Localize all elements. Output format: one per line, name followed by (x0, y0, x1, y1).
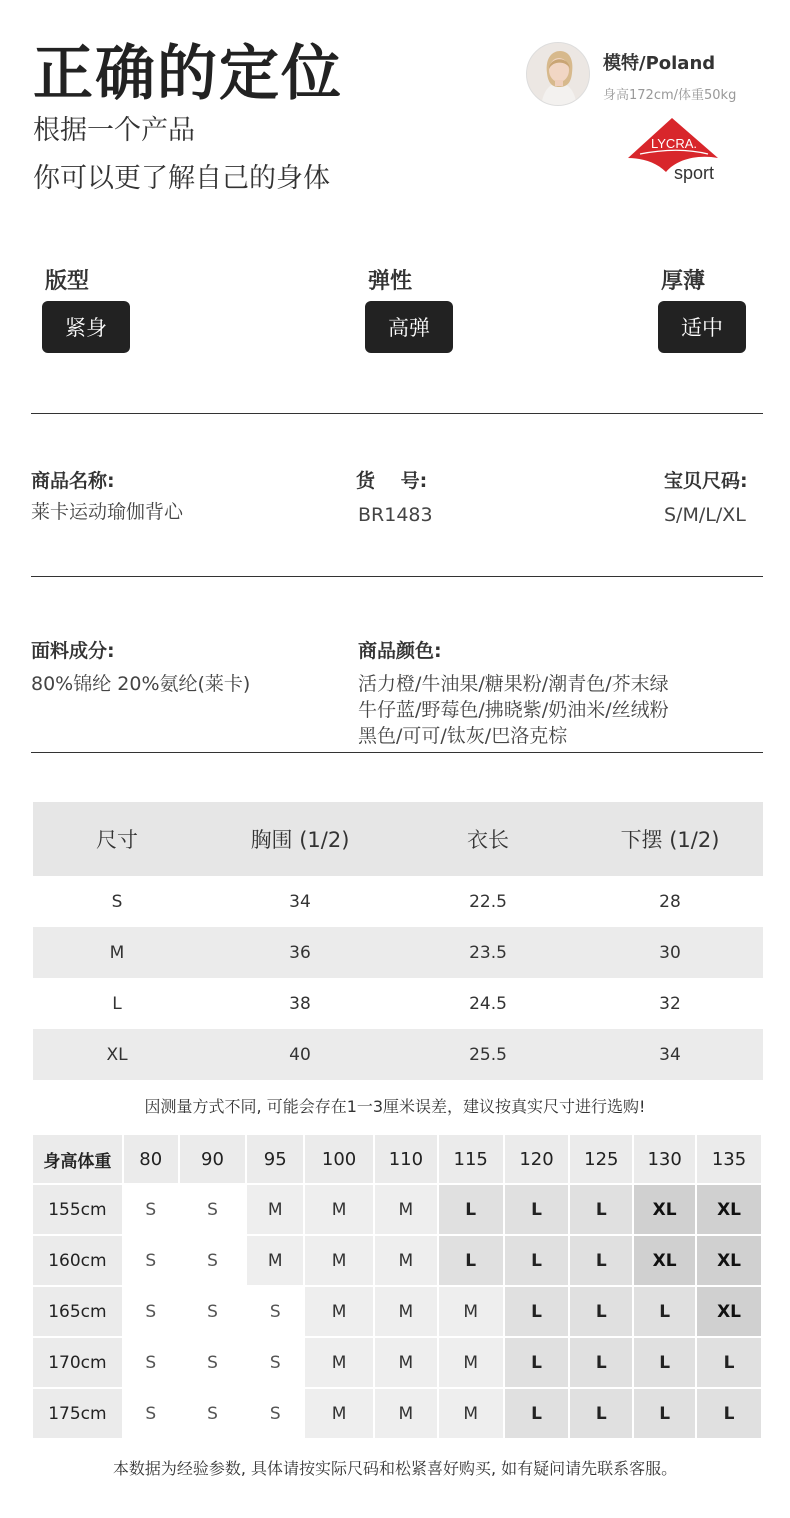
hw-size-cell: L (438, 1235, 504, 1286)
hw-size-cell: M (246, 1184, 304, 1235)
hw-weight-header: 135 (696, 1134, 762, 1184)
lycra-sport-logo (626, 114, 722, 186)
hw-size-cell: M (304, 1286, 374, 1337)
size-chart-header-cell: 下摆 (1/2) (620, 828, 720, 852)
hw-weight-header: 80 (123, 1134, 179, 1184)
product-code-label: 货 号: (356, 470, 428, 492)
hw-size-cell: M (438, 1388, 504, 1439)
hw-size-cell: L (633, 1388, 696, 1439)
product-code-value: BR1483 (358, 504, 433, 526)
attr-label-fit: 版型 (45, 269, 90, 294)
colors-line-2: 牛仔蓝/野莓色/拂晓紫/奶油米/丝绒粉 (358, 699, 669, 721)
size-chart-cell: 30 (659, 942, 681, 963)
hw-size-cell: XL (696, 1286, 762, 1337)
hw-row (32, 1184, 762, 1235)
hw-weight-header: 95 (246, 1134, 304, 1184)
footer-note: 本数据为经验参数, 具体请按实际尺码和松紧喜好购买, 如有疑问请先联系客服。 (112, 1459, 678, 1478)
attr-badge-elasticity: 高弹 (365, 301, 453, 353)
size-chart-cell: XL (106, 1044, 128, 1065)
size-chart-cell: S (111, 891, 123, 912)
hw-size-cell: XL (633, 1184, 696, 1235)
hw-size-cell: S (123, 1286, 179, 1337)
hw-height-label: 170cm (32, 1337, 123, 1388)
hw-size-cell: M (374, 1337, 438, 1388)
hw-size-cell: XL (696, 1235, 762, 1286)
hw-size-cell: L (438, 1184, 504, 1235)
divider (31, 576, 763, 577)
size-chart-cell: 34 (659, 1044, 681, 1065)
hw-weight-header: 110 (374, 1134, 438, 1184)
hw-row (32, 1388, 762, 1439)
hw-size-cell: M (304, 1388, 374, 1439)
size-chart-cell: 28 (659, 891, 681, 912)
hw-height-label: 175cm (32, 1388, 123, 1439)
hw-size-cell: S (123, 1388, 179, 1439)
hw-size-cell: L (504, 1235, 570, 1286)
hw-size-cell: L (633, 1286, 696, 1337)
hw-header-row (32, 1134, 762, 1184)
model-avatar (526, 42, 590, 106)
product-sizes-label: 宝贝尺码: (664, 470, 748, 492)
model-name: 模特/Poland (603, 53, 716, 74)
size-chart-header-cell: 尺寸 (96, 828, 138, 852)
size-chart-row (33, 1029, 763, 1080)
hw-row (32, 1337, 762, 1388)
size-chart-cell: M (109, 942, 125, 963)
size-chart-header-cell: 衣长 (467, 828, 509, 852)
hw-size-cell: S (246, 1388, 304, 1439)
size-chart-cell: 40 (289, 1044, 311, 1065)
hw-size-cell: S (246, 1337, 304, 1388)
hw-size-cell: L (696, 1337, 762, 1388)
size-chart-cell: 22.5 (469, 891, 507, 912)
hw-size-cell: M (304, 1235, 374, 1286)
fabric-label: 面料成分: (31, 640, 115, 662)
hw-height-label: 165cm (32, 1286, 123, 1337)
size-chart-cell: 34 (289, 891, 311, 912)
hw-size-cell: L (504, 1286, 570, 1337)
hw-size-cell: S (179, 1337, 247, 1388)
hw-weight-header: 90 (179, 1134, 247, 1184)
hw-size-cell: S (179, 1235, 247, 1286)
fabric-value: 80%锦纶 20%氨纶(莱卡) (31, 673, 251, 695)
attr-label-thickness: 厚薄 (661, 269, 706, 294)
hw-height-label: 155cm (32, 1184, 123, 1235)
size-chart-table (33, 802, 763, 1080)
hw-weight-header: 125 (569, 1134, 633, 1184)
size-chart-cell: 36 (289, 942, 311, 963)
colors-line-1: 活力橙/牛油果/糖果粉/潮青色/芥末绿 (358, 673, 669, 695)
hw-size-cell: XL (633, 1235, 696, 1286)
measurement-note: 因测量方式不同, 可能会存在1一3厘米误差，建议按真实尺寸进行选购! (144, 1097, 646, 1116)
hw-size-cell: S (123, 1184, 179, 1235)
model-stats: 身高172cm/体重50kg (603, 88, 737, 103)
size-chart-cell: L (112, 993, 122, 1014)
hw-size-cell: L (569, 1184, 633, 1235)
product-name-value: 莱卡运动瑜伽背心 (31, 501, 184, 523)
size-chart-cell: 23.5 (469, 942, 507, 963)
size-chart-row (33, 927, 763, 978)
hw-size-cell: M (374, 1388, 438, 1439)
size-chart-cell: 32 (659, 993, 681, 1014)
colors-label: 商品颜色: (358, 640, 442, 662)
height-weight-table (31, 1133, 763, 1440)
size-chart-cell: 38 (289, 993, 311, 1014)
size-chart-header-cell: 胸围 (1/2) (250, 828, 350, 852)
hw-size-cell: L (569, 1337, 633, 1388)
divider (31, 752, 763, 753)
subtitle-line-1: 根据一个产品 (33, 115, 195, 146)
hw-size-cell: L (569, 1235, 633, 1286)
hw-size-cell: M (438, 1286, 504, 1337)
logo-text-sport: sport (673, 163, 715, 183)
logo-text-lycra: LYCRA. (651, 136, 697, 151)
hw-size-cell: XL (696, 1184, 762, 1235)
hw-corner-label: 身高体重 (32, 1134, 123, 1184)
colors-line-3: 黑色/可可/钛灰/巴洛克棕 (358, 725, 568, 747)
hw-size-cell: L (569, 1388, 633, 1439)
hw-weight-header: 130 (633, 1134, 696, 1184)
hw-size-cell: S (179, 1388, 247, 1439)
product-name-label: 商品名称: (31, 470, 115, 492)
hw-size-cell: L (504, 1184, 570, 1235)
size-chart-header-row (33, 802, 763, 876)
product-sizes-value: S/M/L/XL (664, 504, 746, 526)
hw-size-cell: M (374, 1184, 438, 1235)
hw-weight-header: 120 (504, 1134, 570, 1184)
hw-size-cell: M (304, 1184, 374, 1235)
hw-size-cell: L (633, 1337, 696, 1388)
hw-size-cell: S (179, 1184, 247, 1235)
subtitle-line-2: 你可以更了解自己的身体 (33, 163, 330, 194)
hw-size-cell: S (123, 1337, 179, 1388)
hw-size-cell: M (304, 1337, 374, 1388)
size-chart-row (33, 978, 763, 1029)
page-title: 正确的定位 (33, 39, 343, 109)
hw-size-cell: S (179, 1286, 247, 1337)
hw-size-cell: M (374, 1286, 438, 1337)
hw-size-cell: L (569, 1286, 633, 1337)
hw-size-cell: L (504, 1337, 570, 1388)
hw-row (32, 1235, 762, 1286)
hw-size-cell: M (374, 1235, 438, 1286)
hw-size-cell: L (696, 1388, 762, 1439)
hw-row (32, 1286, 762, 1337)
hw-size-cell: M (246, 1235, 304, 1286)
hw-weight-header: 100 (304, 1134, 374, 1184)
divider (31, 413, 763, 414)
hw-size-cell: M (438, 1337, 504, 1388)
hw-size-cell: S (246, 1286, 304, 1337)
size-chart-cell: 24.5 (469, 993, 507, 1014)
attr-badge-fit: 紧身 (42, 301, 130, 353)
size-chart-cell: 25.5 (469, 1044, 507, 1065)
attr-badge-thickness: 适中 (658, 301, 746, 353)
hw-height-label: 160cm (32, 1235, 123, 1286)
attr-label-elasticity: 弹性 (368, 269, 413, 294)
hw-size-cell: L (504, 1388, 570, 1439)
size-chart-row (33, 876, 763, 927)
hw-size-cell: S (123, 1235, 179, 1286)
hw-weight-header: 115 (438, 1134, 504, 1184)
